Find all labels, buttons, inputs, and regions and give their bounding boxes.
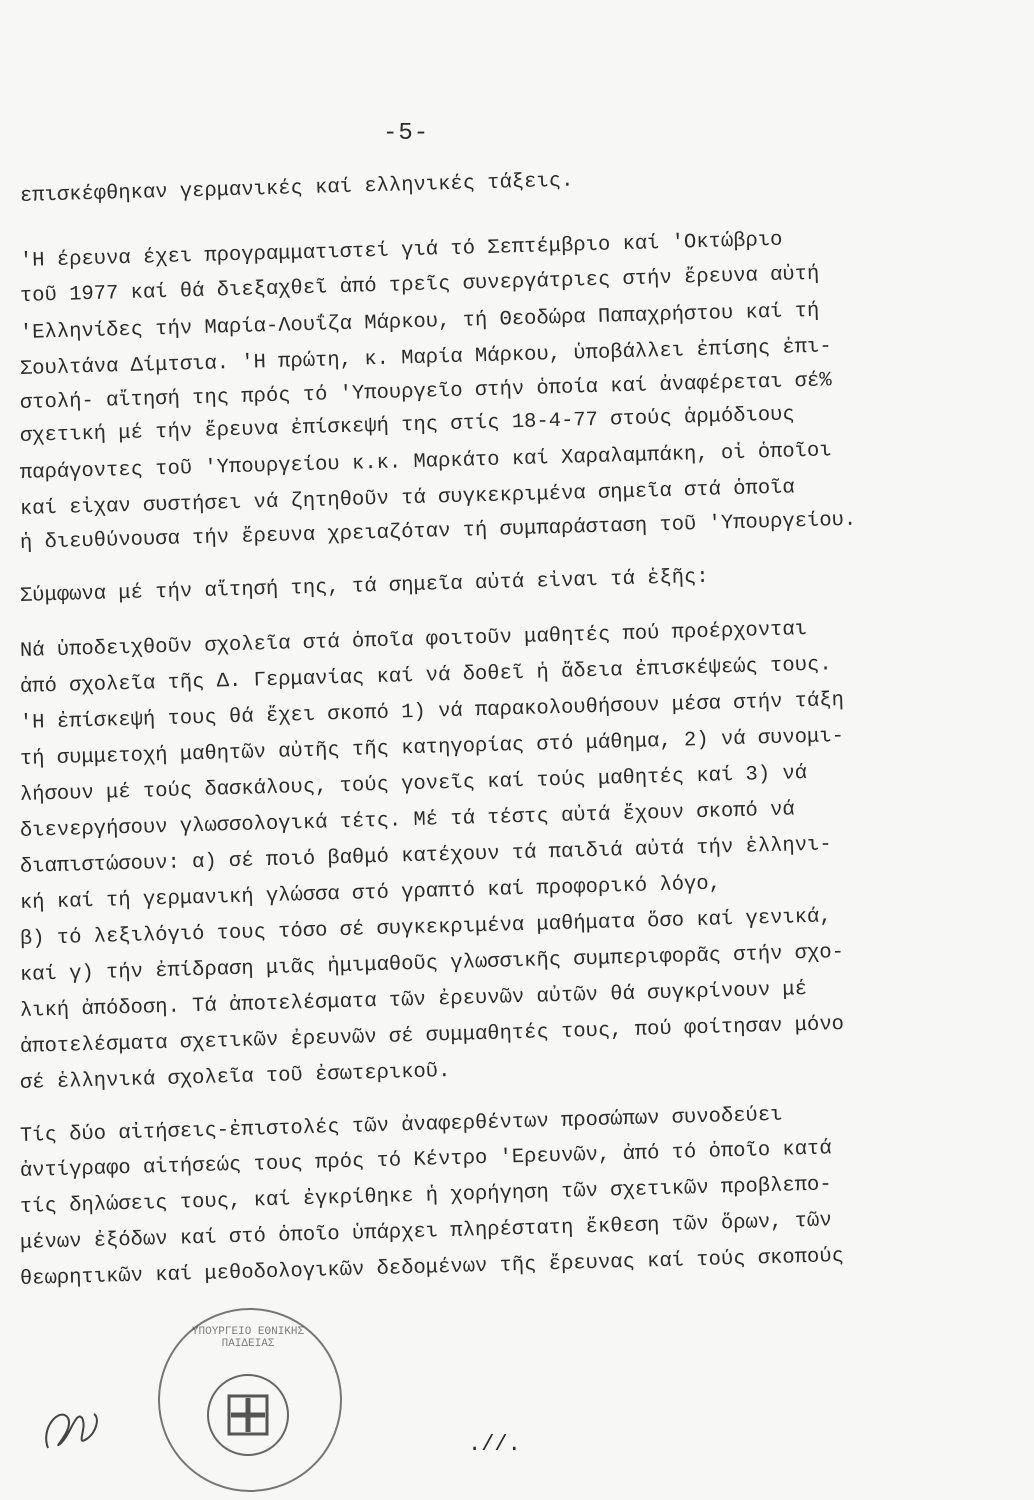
- text-line: σέ ἑλληνικά σχολεῖα τοῦ ἐσωτερικοῦ.: [19, 1059, 451, 1095]
- text-line: διαπιστώσουν: α) σέ ποιό βαθμό κατέχουν τά παιδιά αὐτά τήν ἑλληνι-: [19, 833, 832, 879]
- text-line: Νά ὑποδειχθοῦν σχολεῖα στά ὁποῖα φοιτοῦν μαθητές πού προέρχονται: [19, 618, 808, 663]
- text-line: καί εἶχαν συστήσει νά ζητηθοῦν τά συγκεκριμένα σημεῖα στά ὁποῖα: [19, 476, 796, 521]
- text-line: στολή- αἴτησή της πρός τό 'Υπουργεῖο στήν ὁποία καί ἀναφέρεται σέ%: [19, 369, 832, 415]
- text-line: μένων ἐξόδων καί στό ὁποῖο ὑπάρχει πληρέστατη ἔκθεση τῶν ὅρων, τῶν: [19, 1209, 832, 1255]
- text-line: 'Η έρευνα έχει προγραμματιστεί γιά τό Σεπτέμβριο καί 'Οκτώβριο: [19, 228, 783, 273]
- page-number: -5-: [383, 120, 430, 147]
- signature-icon: [30, 1388, 110, 1468]
- text-line: λήσουν μέ τούς δασκάλους, τούς γονεῖς καί τούς μαθητές καί 3) νά: [19, 762, 808, 807]
- text-line: Σουλτάνα Δίμτσια. 'Η πρώτη, κ. Μαρία Μάρκου, ὑποβάλλει ἐπίσης ἐπι-: [19, 335, 832, 381]
- continuation-mark: .//.: [468, 1432, 521, 1457]
- text-line: ἀποτελέσματα σχετικῶν ἐρευνῶν σέ συμμαθητές τους, πού φοίτησαν μόνο: [19, 1012, 845, 1059]
- text-line: 'Η ἐπίσκεψή τους θά ἔχει σκοπό 1) νά παρακολουθήσουν μέσα στήν τάξη: [19, 688, 845, 735]
- text-line: ἡ διευθύνουσα τήν ἔρευνα χρειαζόταν τή συμπαράσταση τοῦ 'Υπουργείου.: [19, 508, 857, 555]
- text-line: θεωρητικῶν καί μεθοδολογικῶν δεδομένων τῆς ἔρευνας καί τούς σκοπούς: [19, 1244, 845, 1291]
- text-line: ἀντίγραφο αἰτήσεώς τους πρός τό Κέντρο 'Ερευνῶν, ἀπό τό ὁποῖο κατά: [19, 1137, 832, 1183]
- seal-text: ΥΠΟΥΡΓΕΙΟ ΕΘΝΙΚΗΣ ΠΑΙΔΕΙΑΣ: [191, 1326, 305, 1350]
- text-line: επισκέφθηκαν γερμανικές καί ελληνικές τάξεις.: [19, 169, 574, 208]
- text-line: σχετική μέ τήν ἔρευνα ἐπίσκεψή της στίς 18-4-77 στούς ἁρμόδιους: [19, 403, 796, 448]
- text-line: ἀπό σχολεῖα τῆς Δ. Γερμανίας καί νά δοθεῖ ἡ ἄδεια ἐπισκέψεώς τους.: [19, 653, 832, 699]
- text-line: τοῦ 1977 καί θά διεξαχθεῖ ἀπό τρεῖς συνεργάτριες στήν ἔρευνα αὐτή: [19, 262, 820, 308]
- text-line: παράγοντες τοῦ 'Υπουργείου κ.κ. Μαρκάτο καί Χαραλαμπάκη, οἱ ὁποῖοι: [19, 439, 832, 485]
- text-line: καί γ) τήν ἐπίδραση μιᾶς ἡμιμαθοῦς γλωσσικῆς συμπεριφορᾶς στήν σχο-: [19, 940, 845, 987]
- text-line: 'Ελληνίδες τήν Μαρία-Λουΐζα Μάρκου, τή Θεοδώρα Παπαχρήστου καί τή: [19, 299, 820, 345]
- text-line: Σύμφωνα μέ τήν αἴτησή της, τά σημεῖα αὐτά εἶναι τά ἑξῆς:: [19, 565, 709, 608]
- text-line: τίς δηλώσεις τους, καί ἐγκρίθηκε ἡ χορήγηση τῶν σχετικῶν προβλεπο-: [19, 1173, 832, 1219]
- text-line: τή συμμετοχή μαθητῶν αὐτῆς τῆς κατηγορίας στό μάθημα, 2) νά συνομι-: [19, 724, 845, 771]
- text-line: β) τό λεξιλόγιό τους τόσο σέ συγκεκριμένα μαθήματα ὅσο καί γενικά,: [19, 905, 832, 951]
- text-line: κή καί τή γερμανική γλώσσα στό γραπτό καί προφορικό λόγο,: [19, 872, 722, 915]
- text-line: λική ἀπόδοση. Τά ἀποτελέσματα τῶν ἐρευνῶν αὐτῶν θά συγκρίνουν μέ: [19, 978, 808, 1023]
- text-line: διενεργήσουν γλωσσολογικά τέτς. Μέ τά τέστς αὐτά ἔχουν σκοπό νά: [19, 798, 796, 843]
- text-line: Τίς δύο αἰτήσεις-ἐπιστολές τῶν ἀναφερθέντων προσώπων συνοδεύει: [19, 1103, 783, 1148]
- seal-emblem-icon: [205, 1372, 291, 1458]
